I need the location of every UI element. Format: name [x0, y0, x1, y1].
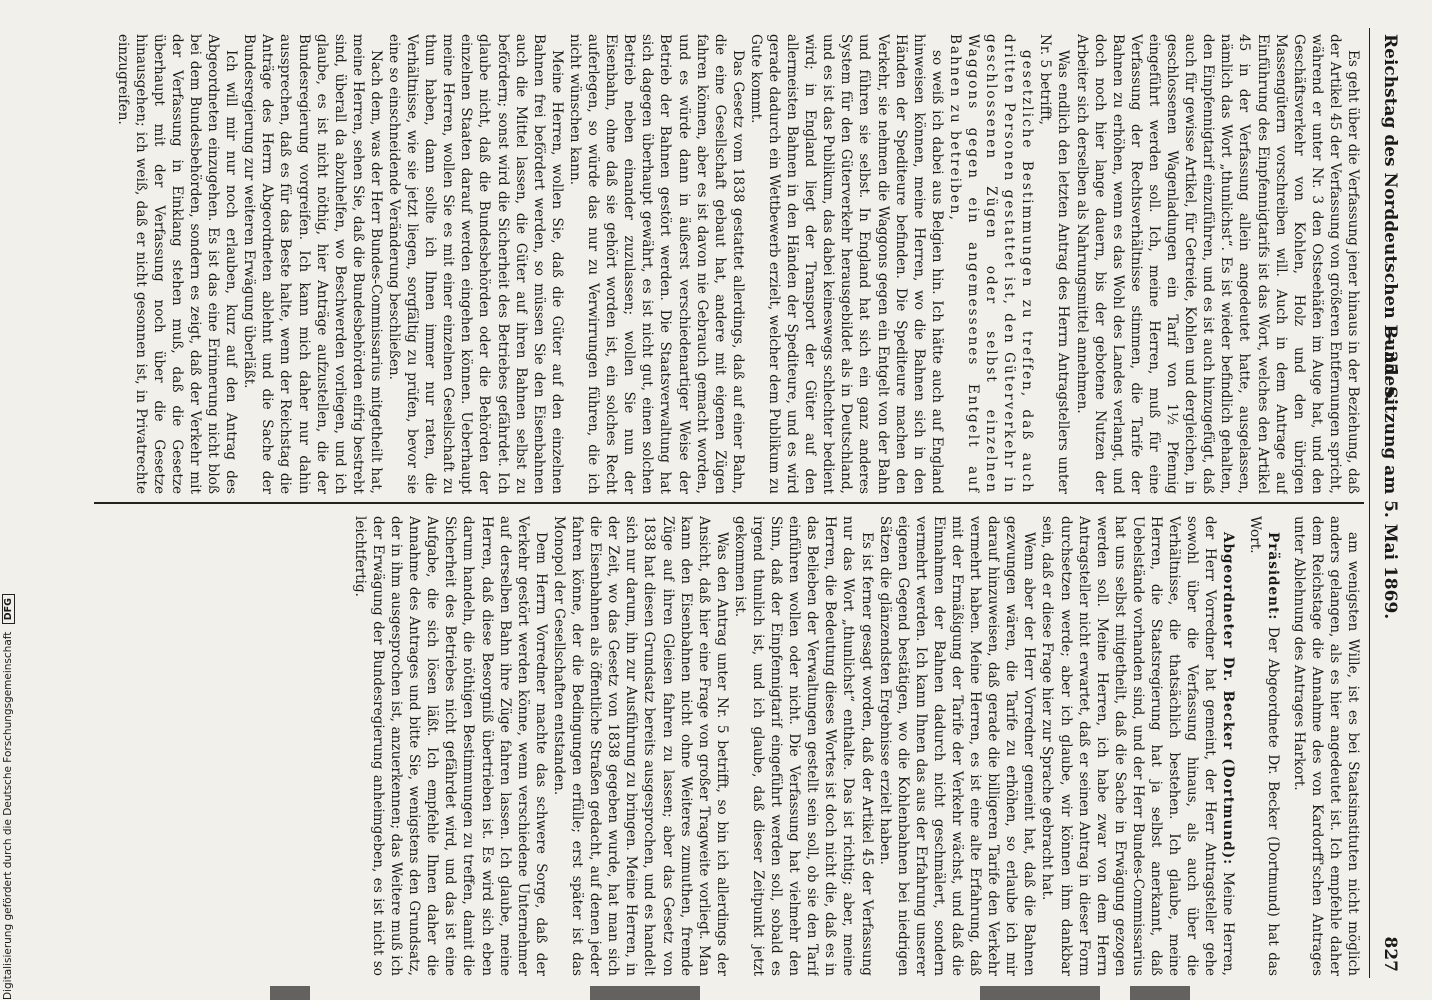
paragraph: Es ist ferner gesagt worden, daß der Artikel 45 der Verfassung nur das Wort „thunlichst“ enthalte. Das ist richtig; aber, meine Herren, die Bedeutung dieses Wortes ist doch nicht die, daß es in das Belieben der Verwaltungen gestellt sein soll, ob sie den Tarif einführen wollen oder nicht. Die Verfassung hat vielmehr den Sinn, daß der Einpfennigtarif eingeführt werden soll, sobald es irgend thunlich ist, und ich glaube, daß dieser Zeitpunkt jetzt gekommen ist.	[731, 516, 875, 976]
paragraph: so weiß ich dabei aus Belgien hin. Ich hätte auch auf England hinweisen können, meine Herren, wo die Bahnen sich in den Händen der Spediteure befinden. Die Spediteure machen den Verkehr, sie nehmen die Waggons gegen ein Entgelt von der Bahn und führen sie selbst. In England hat sich ein ganz anderes System für den Güterverkehr herausgebildet als in Deutschland, und es ist das Publikum, das dabei keineswegs schlechter bedient wird; in England liegt der Transport der Güter auf den allermeisten Bahnen in den Händen der Spediteure, und es wird gerade dadurch ein Wettbewerb erzielt, welcher dem Publikum zu Gute kommt.	[747, 34, 945, 494]
page-number: 827	[1380, 936, 1400, 972]
column-divider	[94, 502, 1364, 504]
paragraph: Was den Antrag unter Nr. 5 betrifft, so bin ich allerdings der Ansicht, daß hier eine Frage von großer Tragweite vorliegt. Man kann den Eisenbahnen nicht ohne Weiteres zumuthen, fremde Züge auf ihren Gleisen fahren zu lassen; aber das Gesetz von 1838 hat diesen Grundsatz bereits ausgesprochen, und es handelt sich nur darum, ihn zur Ausführung zu bringen. Meine Herren, in der Zeit, wo das Gesetz von 1838 gegeben wurde, hat man sich die Eisenbahnen als öffentliche Straßen gedacht, auf denen jeder fahren könne, der die Bedingungen erfülle; erst später ist das Monopol der Gesellschaften entstanden.	[550, 516, 730, 976]
speaker-statement	[1038, 516, 1237, 976]
quoted-motion: gesetzliche Bestimmungen zu treffen, daß auch dritten Personen gestattet ist, den Güterverkehr in geschlossenen Zügen oder selbst einzelnen Waggons gegen ein angemessenes Entgelt auf Bahnen zu betreiben,	[946, 34, 1036, 494]
scan-edge-mark	[590, 986, 700, 1000]
scan-edge-mark	[1130, 986, 1190, 1000]
header-title: Reichstag des Norddeutschen Bundes.	[1380, 34, 1400, 402]
paragraph: Das Gesetz vom 1838 gestattet allerdings, daß auf einer Bahn, die eine Gesellschaft gebaut hat, andere mit eigenen Zügen fahren können, aber es ist davon nie Gebrauch gemacht worden, und es würde dann in äußerst verschiedenartiger Weise der Betrieb der Bahnen gestört werden. Die Staatsverwaltung hat sich dagegen überhaupt gewährt, es ist nicht gut, einen solchen Betrieb neben einander zuzulassen; wollen Sie nun der Eisenbahn, ohne daß sie gehört worden ist, ein solches Recht auferlegen, so würde das nur zu Verwirrungen führen, die ich nicht wünschen kann.	[566, 34, 746, 494]
scan-edge-mark	[980, 986, 1100, 1000]
header-session: — 35. Sitzung am 5. Mai 1869.	[1380, 328, 1400, 620]
scan-edge-mark	[270, 986, 310, 1000]
statement-text: Meine Herren, der Herr Vorredner hat gemeint, der Herr Antragsteller gehe sowohl über die Verfassung hinaus, als auch über die Verhältnisse, die thatsächlich bestehen. Ich glaube, meine Herren, die Staatsregierung hat ja selbst anerkannt, daß Uebelstände vorhanden sind, und der Herr Bundes-Commissarius hat uns selbst mitgetheilt, daß die Sache in Erwägung gezogen werden soll. Meine Herren, ich habe zwar von dem Herrn Antragsteller nicht erwartet, daß er seinen Antrag in dieser Form durchsetzen werde; aber ich glaube, wir können ihm dankbar sein, daß er diese Frage hier zur Sprache gebracht hat.	[1039, 516, 1237, 976]
text-column-left	[100, 34, 1362, 494]
paragraph: Es geht über die Verfassung jener hinaus in der Beziehung, daß der Artikel 45 der Verfassung von größeren Entfernungen spricht, während er unter Nr. 3 den Ostseehäfen im Auge hat, und den Geschäftsverkehr von Kohlen, Holz und den übrigen Massengütern vorschreiben will. Auch in dem Antrage auf Einführung des Einpfennigtarifs ist das Wort, welches den Artikel 45 in der Verfassung allein angedeutet hatte, ausgelassen, nämlich das Wort „thunlichst“. Es ist wieder befindlich gehalten, den Einpfennigtarif einzuführen, und es ist auch hinzugefügt, daß auch für gewisse Artikel, für Getreide, Kohlen und dergleichen, in geschlossenen Wagenladungen ein Tarif von 1½ Pfennig eingeführt werden soll. Ich, meine Herren, muß für eine Verfassung der Rechtsverhältnisse stimmen, die Tarife der Bahnen zu erhöhen, wenn es das Wohl des Landes verlangt, und doch noch hier lange dauern, bis der gebotene Nutzen der Arbeiter sich derselben als Nahrungsmittel annehmen.	[1073, 34, 1361, 494]
running-header	[1369, 28, 1410, 978]
president-statement	[1245, 516, 1281, 976]
paragraph: Ich will mir nur noch erlauben, kurz auf den Antrag des Abgeordneten einzugehen. Es ist das eine Erinnerung nicht bloß bei dem Bundesbehörden, sondern es zeigt, daß der Verkehr mit der Verfassung in Einklang stehen muß, daß die Gesetze überhaupt mit der Verfassung noch über die Gesetze hinausgehen; ich weiß, daß er nicht gesonnen ist, in Privatrechte einzugreifen.	[114, 34, 240, 494]
speaker-label: Präsident:	[1264, 532, 1281, 621]
printed-page	[80, 28, 1410, 978]
paragraph: Dem Herrn Vorredner machte das schwere Sorge, daß der Verkehr gestört werden könne, wenn verschiedene Unternehmer auf derselben Bahn ihre Züge fahren lassen. Ich glaube, meine Herren, daß diese Besorgniß übertrieben ist. Es wird sich eben darum handeln, die nöthigen Bestimmungen zu treffen, damit die Sicherheit des Betriebes nicht gefährdet wird, und das ist eine Aufgabe, die sich lösen läßt. Ich empfehle Ihnen daher die Annahme des Antrages und bitte Sie, wenigstens den Grundsatz, der in ihm ausgesprochen ist, anzuerkennen; das Weitere muß ich der Erwägung der Bundesregierung anheimgeben, es ist nicht so leichtfertig.	[351, 516, 549, 976]
paragraph: Was endlich den letzten Antrag des Herrn Antragstellers unter Nr. 5 betrifft,	[1037, 34, 1072, 494]
digitization-credit	[2, 0, 15, 1000]
statement-text: Der Abgeordnete Dr. Becker (Dortmund) hat das Wort.	[1246, 516, 1281, 976]
paragraph: Meine Herren, wollen Sie, daß die Güter auf den einzelnen Bahnen frei befördert werden, so müssen Sie den Eisenbahnen auch die Mittel lassen, die Güter auf ihren Bahnen selbst zu befördern; sonst wird die Sicherheit des Betriebes gefährdet. Ich glaube nicht, daß die Bundesbehörden oder die Behörden der einzelnen Staaten darauf werden eingehen können. Ueberhaupt meine Herren, wollen Sie es mit einer einzelnen Gesellschaft zu thun haben, dann sollte ich Ihnen immer nur raten, die Verhältnisse, wie sie jetzt liegen, sorgfältig zu prüfen, bevor sie eine so einschneidende Veränderung beschließen.	[386, 34, 565, 494]
speaker-label: Abgeordneter Dr. Becker (Dortmund):	[1220, 532, 1237, 866]
credit-text: Digitalisierung gefördert durch die Deutsche Forschungsgemeinschaft	[2, 631, 14, 1000]
paragraph: am wenigsten Wille, ist es bei Staatsinstituten nicht möglich anders gelangen, als es hier angedeutet ist. Ich empfehle daher dem Reichstage die Annahme des von Kardorff'schen Antrages unter Ablehnung des Antrages Harkort.	[1290, 516, 1361, 976]
dfg-logo: DFG	[2, 594, 15, 624]
paragraph: Nach dem, was der Herr Bundes-Commissarius mitgetheilt hat, meine Herren, sehen Sie, daß die Bundesbehörden eifrig bestrebt sind, überall da abzuhelfen, wo Beschwerden vorliegen, und ich glaube, es ist nicht nöthig, hier Anträge aufzustellen, die der Bundesregierung vorgreifen. Ich kann mich daher nur dahin aussprechen, daß es für das Beste halte, wenn der Reichstag die Anträge des Herrn Abgeordneten ablehnt und die Sache der Bundesregierung zur weiteren Erwägung überläßt.	[241, 34, 384, 494]
paragraph: Wenn aber der Herr Vorredner gemeint hat, daß die Bahnen gezwungen wären, die Tarife zu erhöhen, so erlaube ich mir darauf hinzuweisen, daß gerade die billigeren Tarife den Verkehr vermehrt haben. Meine Herren, es ist eine alte Erfahrung, daß mit der Ermäßigung der Tarife der Verkehr wächst, und daß die Einnahmen der Bahnen dadurch nicht geschmälert, sondern vermehrt werden. Ich kann Ihnen das aus der Erfahrung unserer eigenen Gegend bestätigen, wo die Kohlenbahnen bei niedrigen Sätzen die glänzendsten Ergebnisse erzielt haben.	[876, 516, 1038, 976]
text-column-right	[100, 516, 1362, 976]
